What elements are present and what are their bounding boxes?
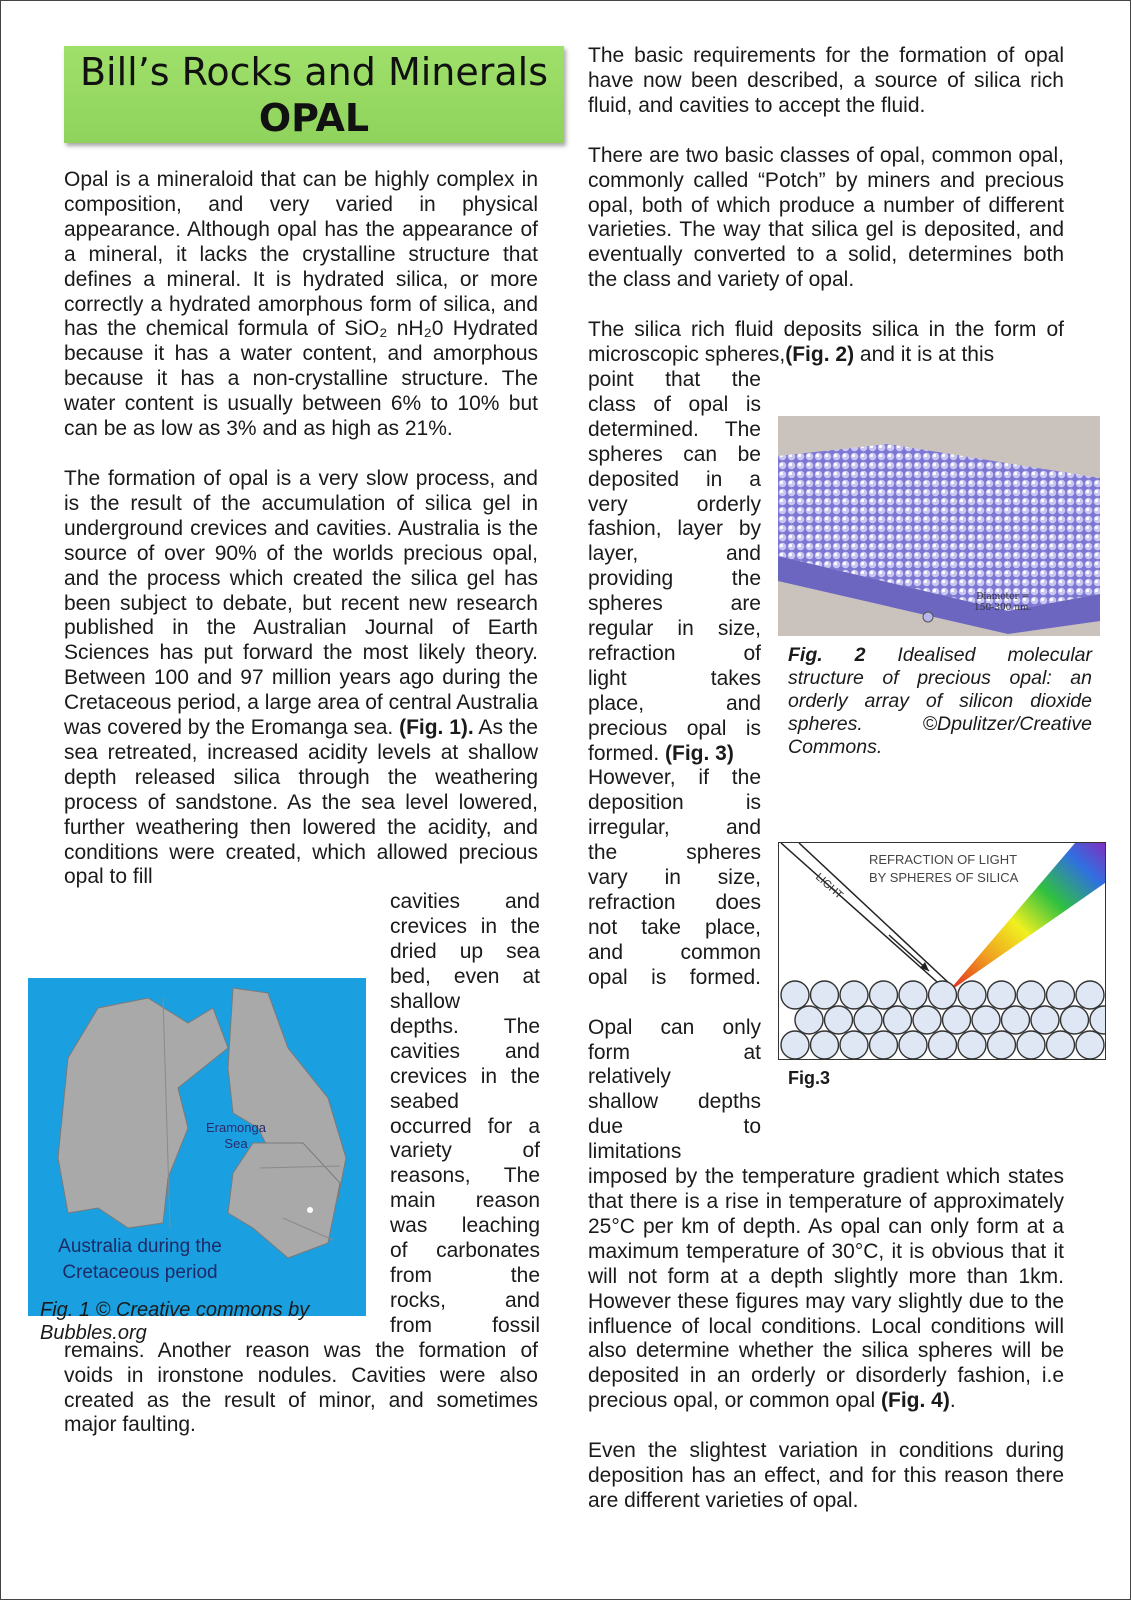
silica-sphere <box>854 1006 882 1034</box>
title-line-1: Bill’s Rocks and Minerals <box>79 50 549 94</box>
silica-sphere <box>958 981 986 1009</box>
fig2-caption-text: Idealised molecular structure of precious opal: an orderly array of silicon dioxide spheres. ©Dpulitzer/Creative Commons. <box>788 644 1092 758</box>
wrapped-line: precious opal is <box>588 716 761 740</box>
silica-sphere <box>840 1031 868 1059</box>
wrapped-line: opal is formed. <box>588 965 761 989</box>
fig2-reference: (Fig. 2) <box>785 343 855 367</box>
map-title-label <box>40 1234 240 1286</box>
title-banner <box>64 46 564 143</box>
paragraph-formation-text: The formation of opal is a very slow process, and is the result of the accumulation of silica gel in underground crevices and cavities. Australia is the source of over 90% of the worlds precious opal, and the process which created the silica gel has been subject to debate, but recent new research published in the Australian Journal of Earth Sciences has put forward the most likely theory. Between 100 and 97 million years ago during the Cretaceous period, a large area of central Australia was covered by the Eromanga sea. <box>64 466 538 740</box>
wrapped-line: class of opal is <box>588 392 761 416</box>
wrapped-line: from fossil <box>390 1313 540 1337</box>
silica-sphere <box>988 981 1016 1009</box>
wrapped-line: point that the <box>588 367 761 391</box>
silica-sphere <box>1031 1006 1059 1034</box>
silica-sphere <box>811 1031 839 1059</box>
wrapped-line: layer, and <box>588 542 761 566</box>
wrapped-line: reasons, The <box>390 1164 540 1188</box>
wrapped-line: crevices in the <box>390 915 540 939</box>
wrapped-line: spheres are <box>588 592 761 616</box>
fig2-caption-label: Fig. 2 <box>788 644 866 666</box>
silica-sphere <box>1090 1006 1105 1034</box>
paragraph-remains: remains. Another reason was the formation of voids in ironstone nodules. Cavities were also created as the result of minor, and sometimes major faulting. <box>64 1338 538 1437</box>
wrapped-line: variety of <box>390 1139 540 1163</box>
silica-sphere <box>913 1006 941 1034</box>
silica-sphere <box>1076 1031 1104 1059</box>
light-label: LIGHT <box>812 871 846 902</box>
silica-sphere <box>988 1031 1016 1059</box>
fig3-reference: (Fig. 3) <box>665 741 734 765</box>
refraction-heading <box>869 851 1018 887</box>
sea-label-line-2: Sea <box>224 1136 248 1151</box>
wrapped-line: cavities and <box>390 890 540 914</box>
eromanga-sea-label <box>206 1120 266 1152</box>
wrapped-line: Opal can only <box>588 1015 761 1039</box>
paragraph-spheres <box>588 318 1064 368</box>
wrapped-line: crevices in the <box>390 1064 540 1088</box>
diameter-label <box>974 592 1031 614</box>
paragraph-temperature <box>588 1165 1064 1414</box>
wrapped-text-beside-fig2 <box>588 368 761 742</box>
silica-sphere <box>943 1006 971 1034</box>
map-title-line-1: Australia during the <box>58 1236 222 1257</box>
wrapped-line: fashion, layer by <box>588 517 761 541</box>
wrapped-text-depths <box>588 1016 761 1165</box>
wrapped-line: relatively <box>588 1065 671 1089</box>
silica-sphere <box>795 1006 823 1034</box>
wrapped-text-beside-fig3 <box>588 766 761 990</box>
diameter-label-line-2: 150-300 nm. <box>974 603 1032 613</box>
silica-sphere <box>1047 981 1075 1009</box>
silica-sphere <box>870 1031 898 1059</box>
wrapped-line: very orderly <box>588 492 761 516</box>
silica-sphere <box>899 981 927 1009</box>
fig1-reference: (Fig. 1). <box>399 716 474 740</box>
refraction-heading-line-1: REFRACTION OF LIGHT <box>869 852 1018 867</box>
australia-map-figure <box>28 978 366 1316</box>
paragraph-intro: Opal is a mineraloid that can be highly complex in composition, and very varied in physical appearance. Although opal has the appearance of a mineral, it lacks the crystalline structure that defines a mineral. It is hydrated silica, or more correctly a hydrated amorphous form of silica, and has the chemical formula of SiO₂ nH₂0 Hydrated because it has a water content, and amorphous because it has a non-crystalline structure. The water content is usually between 6% to 10% but can be as low as 3% and as high as 21%. <box>64 168 538 441</box>
silica-sphere <box>929 981 957 1009</box>
wrapped-text-beside-map <box>390 890 540 1338</box>
refraction-figure <box>778 842 1106 1060</box>
sphere-lattice-image <box>778 416 1100 636</box>
diameter-label-line-1: Diameter = <box>976 592 1030 602</box>
sea-label-line-1: Eramonga <box>206 1120 266 1135</box>
wrapped-line: occurred for a <box>390 1114 540 1138</box>
map-title-line-2: Cretaceous period <box>62 1262 218 1283</box>
silica-sphere <box>1061 1006 1089 1034</box>
wrapped-line: determined. The <box>588 417 761 441</box>
silica-sphere <box>811 981 839 1009</box>
paragraph-variation: Even the slightest variation in conditions during deposition has an effect, and for this reason there are different varieties of opal. <box>588 1439 1064 1512</box>
fig2-caption <box>788 644 1092 759</box>
wrapped-line: irregular, and <box>588 816 761 840</box>
silica-sphere <box>825 1006 853 1034</box>
wrapped-line: cavities and <box>390 1039 540 1063</box>
paragraph-temperature-end: . <box>949 1389 956 1413</box>
silica-sphere <box>870 981 898 1009</box>
wrapped-line: deposition is <box>588 791 761 815</box>
wrapped-line: place, and <box>588 691 761 715</box>
silica-sphere <box>884 1006 912 1034</box>
wrapped-line: not take place, <box>588 915 761 939</box>
wrapped-line: form at <box>588 1040 761 1064</box>
wrapped-line: providing the <box>588 567 761 591</box>
silica-sphere <box>899 1031 927 1059</box>
paragraph-spheres-text-2: and it is at this <box>854 343 995 367</box>
wrapped-line: seabed <box>390 1089 459 1113</box>
wrapped-line: depths. The <box>390 1014 540 1038</box>
wrapped-line: regular in size, <box>588 617 761 641</box>
paragraph-formation-text-2: As the sea retreated, increased acidity levels at shallow depth released silica through the weathering process of sandstone. As the sea level lowered, further weathering then lowered the acidity, and conditions were created, which allowed precious opal to fill <box>64 716 538 889</box>
silica-sphere <box>1017 981 1045 1009</box>
wrapped-line: deposited in a <box>588 467 761 491</box>
wrapped-line: rocks, and <box>390 1288 540 1312</box>
formed-line <box>588 742 761 767</box>
silica-sphere <box>1002 1006 1030 1034</box>
silica-sphere <box>840 981 868 1009</box>
wrapped-line: and common <box>588 940 761 964</box>
wrapped-line: the spheres <box>588 841 761 865</box>
wrapped-line: shallow depths <box>588 1090 761 1114</box>
silica-sphere <box>1047 1031 1075 1059</box>
wrapped-line: refraction does <box>588 891 761 914</box>
right-column <box>588 44 1064 1514</box>
wrapped-line: due to <box>588 1115 761 1139</box>
wrapped-line: shallow <box>390 990 461 1013</box>
silica-sphere <box>1076 981 1104 1009</box>
wrapped-line: limitations <box>588 1140 682 1164</box>
wrapped-line: bed, even at <box>390 965 540 989</box>
paragraph-classes: There are two basic classes of opal, common opal, commonly called “Potch” by miners and precious opal, both of which produce a number of different varieties. The way that silica gel is deposited, and eventually converted to a solid, determines both the class and variety of opal. <box>588 143 1064 292</box>
paragraph-formation <box>64 467 538 890</box>
silica-sphere <box>781 981 809 1009</box>
title-line-2: OPAL <box>258 96 370 140</box>
wrapped-line: light takes <box>588 666 761 690</box>
wrapped-line: refraction of <box>588 641 761 665</box>
silica-sphere <box>929 1031 957 1059</box>
wrapped-line: spheres can be <box>588 442 761 466</box>
silica-sphere <box>781 1031 809 1059</box>
paragraph-requirements: The basic requirements for the formation of opal have now been described, a source of silica rich fluid, and cavities to accept the fluid. <box>588 44 1064 117</box>
fig3-label: Fig.3 <box>788 1068 831 1088</box>
fig1-caption: Fig. 1 © Creative commons by Bubbles.org <box>40 1299 310 1344</box>
paragraph-temperature-text: imposed by the temperature gradient which states that there is a rise in temperature of approximately 25°C per km of depth. As opal can only form at a maximum temperature of 30°C, it is obvious that it will not form at a depth slightly more than 1km. However these figures may vary slightly due to the influence of local conditions. Local conditions will also determine whether the silica spheres will be deposited in an orderly or disorderly fashion, i.e precious opal, or common opal <box>588 1165 1064 1413</box>
wrapped-line: was leaching <box>390 1214 540 1238</box>
wrapped-line: vary in size, <box>588 866 761 890</box>
silica-sphere <box>958 1031 986 1059</box>
paragraph-spheres-text: The silica rich fluid deposits silica in the form of microscopic spheres, <box>588 318 1064 367</box>
silica-sphere <box>1017 1031 1045 1059</box>
silica-sphere <box>972 1006 1000 1034</box>
wrapped-line: dried up sea <box>390 940 540 964</box>
refraction-heading-line-2: BY SPHERES OF SILICA <box>869 870 1019 885</box>
fig4-reference: (Fig. 4) <box>881 1389 950 1413</box>
wrapped-line: main reason <box>390 1189 540 1213</box>
wrapped-line: of carbonates <box>390 1239 540 1263</box>
formed-text: formed. <box>588 741 666 765</box>
wrapped-line: from the <box>390 1263 540 1287</box>
sphere-lattice-figure <box>778 416 1100 636</box>
wrapped-line: However, if the <box>588 766 761 790</box>
